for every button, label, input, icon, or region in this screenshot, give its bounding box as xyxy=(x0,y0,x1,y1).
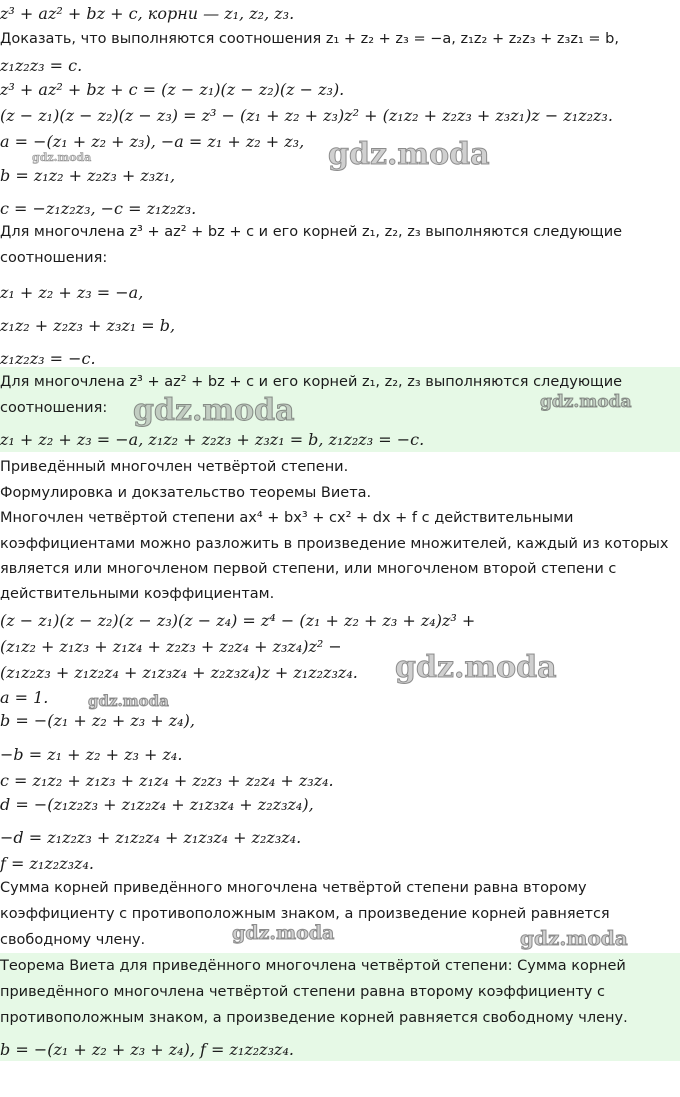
prove-relations-cont: z₁z₂z₃ = c. xyxy=(0,56,83,75)
theorem-text: Теорема Виета для приведённого многочлена четвёртой степени: Сумма корней xyxy=(0,958,626,974)
watermark: gdz.moda xyxy=(540,392,632,412)
quartic-expansion-3: (z₁z₂z₃ + z₁z₂z₄ + z₁z₃z₄ + z₂z₃z₄)z + z₁z₂z₃z₄. xyxy=(0,663,358,682)
heading-vieta: Формулировка и докзательство теоремы Виета. xyxy=(0,485,372,501)
quartic-statement-2: коэффициентами можно разложить в произведение множителей, каждый из которых xyxy=(0,536,669,552)
watermark: gdz.moda xyxy=(88,692,169,710)
sum-statement: Сумма корней приведённого многочлена четвёртой степени равна второму xyxy=(0,880,587,896)
quartic-statement: Многочлен четвёртой степени ax⁴ + bx³ + cx² + dx + f с действительными xyxy=(0,510,574,526)
heading-quartic: Приведённый многочлен четвёртой степени. xyxy=(0,459,349,475)
prove-relations: Доказать, что выполняются соотношения z₁ + z₂ + z₃ = −a, z₁z₂ + z₂z₃ + z₃z₁ = b, xyxy=(0,31,619,47)
quartic-statement-4: действительными коэффициентам. xyxy=(0,586,275,602)
coef-c: c = −z₁z₂z₃, −c = z₁z₂z₃. xyxy=(0,199,197,218)
conclusion-text: Для многочлена z³ + az² + bz + c и его корней z₁, z₂, z₃ выполняются следующие xyxy=(0,374,623,390)
theorem-text-3: противоположным знаком, а произведение корней равняется свободному члену. xyxy=(0,1010,628,1026)
watermark: gdz.moda xyxy=(520,926,628,950)
coef-a: a = −(z₁ + z₂ + z₃), −a = z₁ + z₂ + z₃, xyxy=(0,132,305,151)
q-coef-b: b = −(z₁ + z₂ + z₃ + z₄), xyxy=(0,711,195,730)
q-coef-neg-d: −d = z₁z₂z₃ + z₁z₂z₄ + z₁z₃z₄ + z₂z₃z₄. xyxy=(0,828,302,847)
watermark: gdz.moda xyxy=(32,151,92,164)
watermark: gdz.moda xyxy=(395,650,557,685)
quartic-expansion-1: (z − z₁)(z − z₂)(z − z₃)(z − z₄) = z⁴ − (z₁ + z₂ + z₃ + z₄)z³ + xyxy=(0,611,476,630)
sum-statement-3: свободному члену. xyxy=(0,932,146,948)
problem-statement: z³ + az² + bz + c, корни — z₁, z₂, z₃. xyxy=(0,4,295,23)
cubic-statement-cont: соотношения: xyxy=(0,250,108,266)
relation-3: z₁z₂z₃ = −c. xyxy=(0,349,96,368)
factorization: z³ + az² + bz + c = (z − z₁)(z − z₂)(z − z₃). xyxy=(0,80,345,99)
quartic-statement-3: является или многочленом первой степени, или многочленом второй степени с xyxy=(0,561,617,577)
expansion: (z − z₁)(z − z₂)(z − z₃) = z³ − (z₁ + z₂ + z₃)z² + (z₁z₂ + z₂z₃ + z₃z₁)z − z₁z₂z₃. xyxy=(0,106,613,125)
q-coef-f: f = z₁z₂z₃z₄. xyxy=(0,854,94,873)
theorem-formula: b = −(z₁ + z₂ + z₃ + z₄), f = z₁z₂z₃z₄. xyxy=(0,1040,294,1059)
watermark: gdz.moda xyxy=(133,393,295,428)
q-coef-neg-b: −b = z₁ + z₂ + z₃ + z₄. xyxy=(0,745,183,764)
sum-statement-2: коэффициенту с противоположным знаком, а произведение корней равняется xyxy=(0,906,610,922)
q-coef-d: d = −(z₁z₂z₃ + z₁z₂z₄ + z₁z₃z₄ + z₂z₃z₄), xyxy=(0,795,314,814)
quartic-expansion-2: (z₁z₂ + z₁z₃ + z₁z₄ + z₂z₃ + z₂z₄ + z₃z₄)z² − xyxy=(0,637,342,656)
conclusion-formula: z₁ + z₂ + z₃ = −a, z₁z₂ + z₂z₃ + z₃z₁ = b, z₁z₂z₃ = −c. xyxy=(0,430,425,449)
watermark: gdz.moda xyxy=(328,137,490,172)
q-coef-a: a = 1. xyxy=(0,688,49,707)
conclusion-text-cont: соотношения: xyxy=(0,400,108,416)
relation-2: z₁z₂ + z₂z₃ + z₃z₁ = b, xyxy=(0,316,176,335)
q-coef-c: c = z₁z₂ + z₁z₃ + z₁z₄ + z₂z₃ + z₂z₄ + z₃z₄. xyxy=(0,771,334,790)
relation-1: z₁ + z₂ + z₃ = −a, xyxy=(0,283,144,302)
watermark: gdz.moda xyxy=(232,922,335,944)
coef-b: b = z₁z₂ + z₂z₃ + z₃z₁, xyxy=(0,166,176,185)
theorem-text-2: приведённого многочлена четвёртой степени равна второму коэффициенту с xyxy=(0,984,605,1000)
cubic-statement: Для многочлена z³ + az² + bz + c и его корней z₁, z₂, z₃ выполняются следующие xyxy=(0,224,623,240)
